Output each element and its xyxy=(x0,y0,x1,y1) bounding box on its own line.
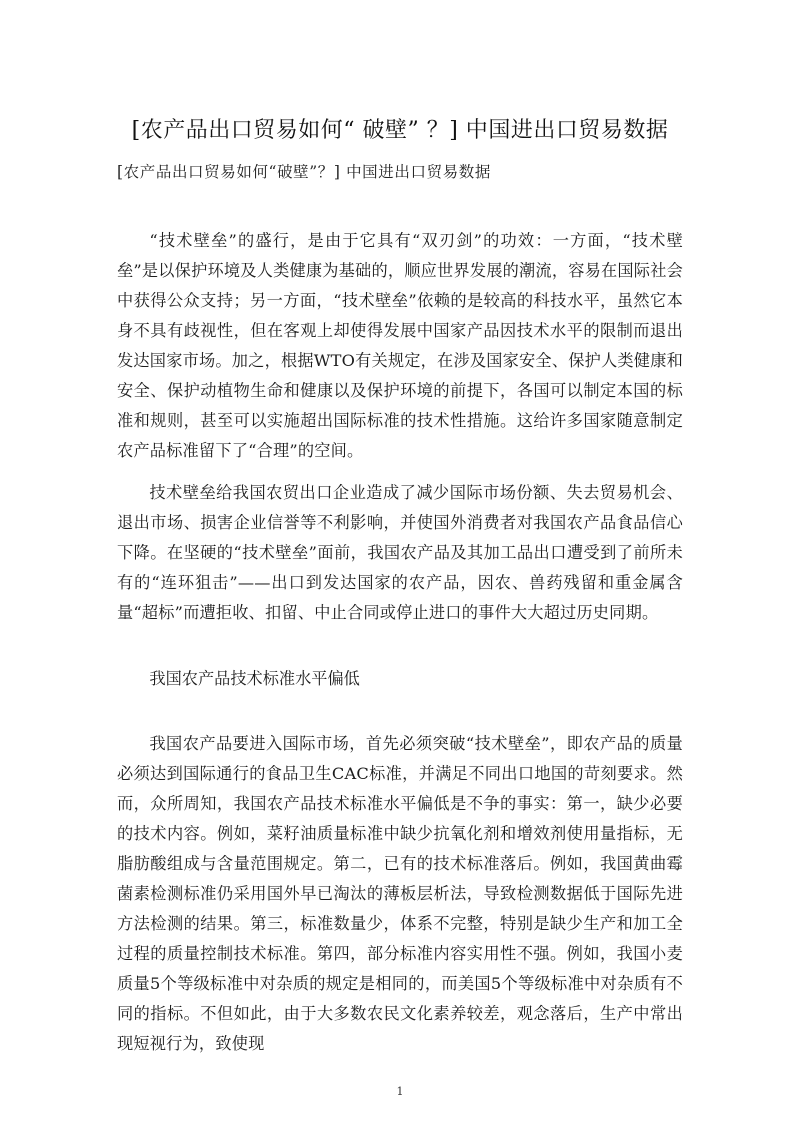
page-number: 1 xyxy=(396,1085,404,1098)
body-paragraph: 我国农产品要进入国际市场，首先必须突破“技术壁垒”，即农产品的质量必须达到国际通行的食品卫生CAC标准，并满足不同出口地国的苛刻要求。然而，众所周知，我国农产品技术标准水平偏低是不争的事实：第一，缺少必要的技术内容。例如，菜籽油质量标准中缺少抗氧化剂和增效剂使用量指标，无脂肪酸组成与含量范围规定。第二，已有的技术标准落后。例如，我国黄曲霉菌素检测标准仍采用国外早已淘汰的薄板层析法，导致检测数据低于国际先进方法检测的结果。第三，标准数量少，体系不完整，特别是缺少生产和加工全过程的质量控制技术标准。第四，部分标准内容实用性不强。例如，我国小麦质量5个等级标准中对杂质的规定是相同的，而美国5个等级标准中对杂质有不同的指标。不但如此，由于大多数农民文化素养较差，观念落后，生产中常出现短视行为，致使现 xyxy=(117,734,683,1053)
body-paragraph: 技术壁垒给我国农贸出口企业造成了减少国际市场份额、失去贸易机会、退出市场、损害企业信誉等不利影响，并使国外消费者对我国农产品食品信心下降。在坚硬的“技术壁垒”面前，我国农产品及其加工品出口遭受到了前所未有的“连环狙击”——出口到发达国家的农产品，因农、兽药残留和重金属含量“超标”而遭拒收、扣留、中止合同或停止进口的事件大大超过历史同期。 xyxy=(117,483,683,622)
document-title: [农产品出口贸易如何“ 破壁” ？] 中国进出口贸易数据 xyxy=(131,118,669,143)
section-heading: 我国农产品技术标准水平偏低 xyxy=(149,669,360,688)
document-subtitle: [农产品出口贸易如何“破壁”？] 中国进出口贸易数据 xyxy=(117,163,491,181)
body-paragraph: “技术壁垒”的盛行，是由于它具有“双刃剑”的功效：一方面，“技术壁垒”是以保护环境及人类健康为基础的，顺应世界发展的潮流，容易在国际社会中获得公众支持；另一方面，“技术壁垒”依赖的是较高的科技水平，虽然它本身不具有歧视性，但在客观上却使得发展中国家产品因技术水平的限制而退出发达国家市场。加之，根据WTO有关规定，在涉及国家安全、保护人类健康和安全、保护动植物生命和健康以及保护环境的前提下，各国可以制定本国的标准和规则，甚至可以实施超出国际标准的技术性措施。这给许多国家随意制定农产品标准留下了“合理”的空间。 xyxy=(117,231,683,460)
